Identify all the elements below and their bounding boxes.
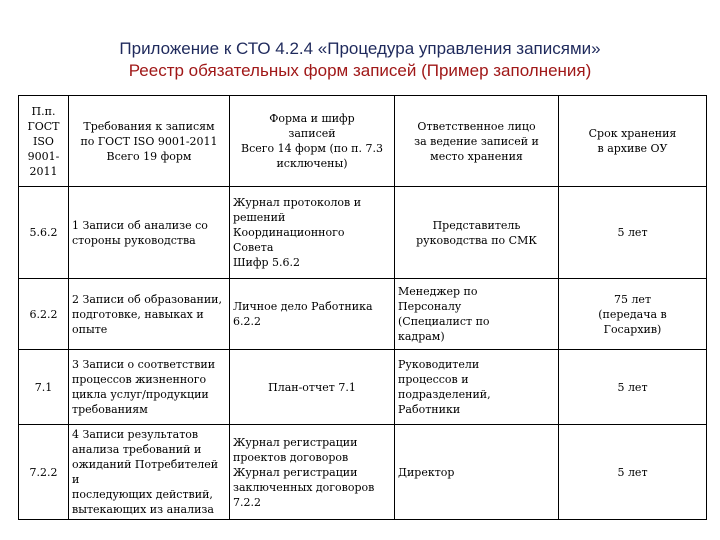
cell-responsible: Руководители процессов и подразделений, Работники [395, 350, 559, 425]
table-row [19, 425, 707, 520]
header-clause: П.п. ГОСТ ISO 9001- 2011 [19, 96, 69, 187]
cell-clause: 7.1 [19, 350, 69, 425]
cell-retention: 5 лет [559, 425, 707, 520]
document-title [0, 38, 720, 82]
header-form: Форма и шифр записей Всего 14 форм (по п. 7.3 исключены) [230, 96, 395, 187]
cell-retention: 75 лет (передача в Госархив) [559, 279, 707, 350]
cell-form: Журнал регистрации проектов договоров Журнал регистрации заключенных договоров 7.2.2 [230, 425, 395, 520]
table-row [19, 187, 707, 279]
title-appendix: Приложение к СТО 4.2.4 «Процедура управления записями» [119, 39, 601, 58]
cell-form: План-отчет 7.1 [230, 350, 395, 425]
cell-form: Личное дело Работника 6.2.2 [230, 279, 395, 350]
cell-requirement: 3 Записи о соответствии процессов жизненного цикла услуг/продукции требованиям [69, 350, 230, 425]
cell-clause: 5.6.2 [19, 187, 69, 279]
cell-form: Журнал протоколов и решений Координационного Совета Шифр 5.6.2 [230, 187, 395, 279]
table-row [19, 279, 707, 350]
cell-retention: 5 лет [559, 187, 707, 279]
cell-clause: 7.2.2 [19, 425, 69, 520]
title-register: Реестр обязательных форм записей (Пример заполнения) [128, 61, 592, 80]
header-retention: Срок хранения в архиве ОУ [559, 96, 707, 187]
header-requirement: Требования к записям по ГОСТ ISO 9001-2011 Всего 19 форм [69, 96, 230, 187]
cell-responsible: Представитель руководства по СМК [395, 187, 559, 279]
table-header-row [19, 96, 707, 187]
cell-requirement: 2 Записи об образовании, подготовке, навыках и опыте [69, 279, 230, 350]
cell-clause: 6.2.2 [19, 279, 69, 350]
cell-retention: 5 лет [559, 350, 707, 425]
cell-requirement: 1 Записи об анализе со стороны руководства [69, 187, 230, 279]
header-responsible: Ответственное лицо за ведение записей и место хранения [395, 96, 559, 187]
cell-responsible: Директор [395, 425, 559, 520]
table-row [19, 350, 707, 425]
cell-requirement: 4 Записи результатов анализа требований и ожиданий Потребителей и последующих действий, вытекающих из анализа [69, 425, 230, 520]
records-register-table [18, 95, 707, 520]
cell-responsible: Менеджер по Персоналу (Специалист по кадрам) [395, 279, 559, 350]
